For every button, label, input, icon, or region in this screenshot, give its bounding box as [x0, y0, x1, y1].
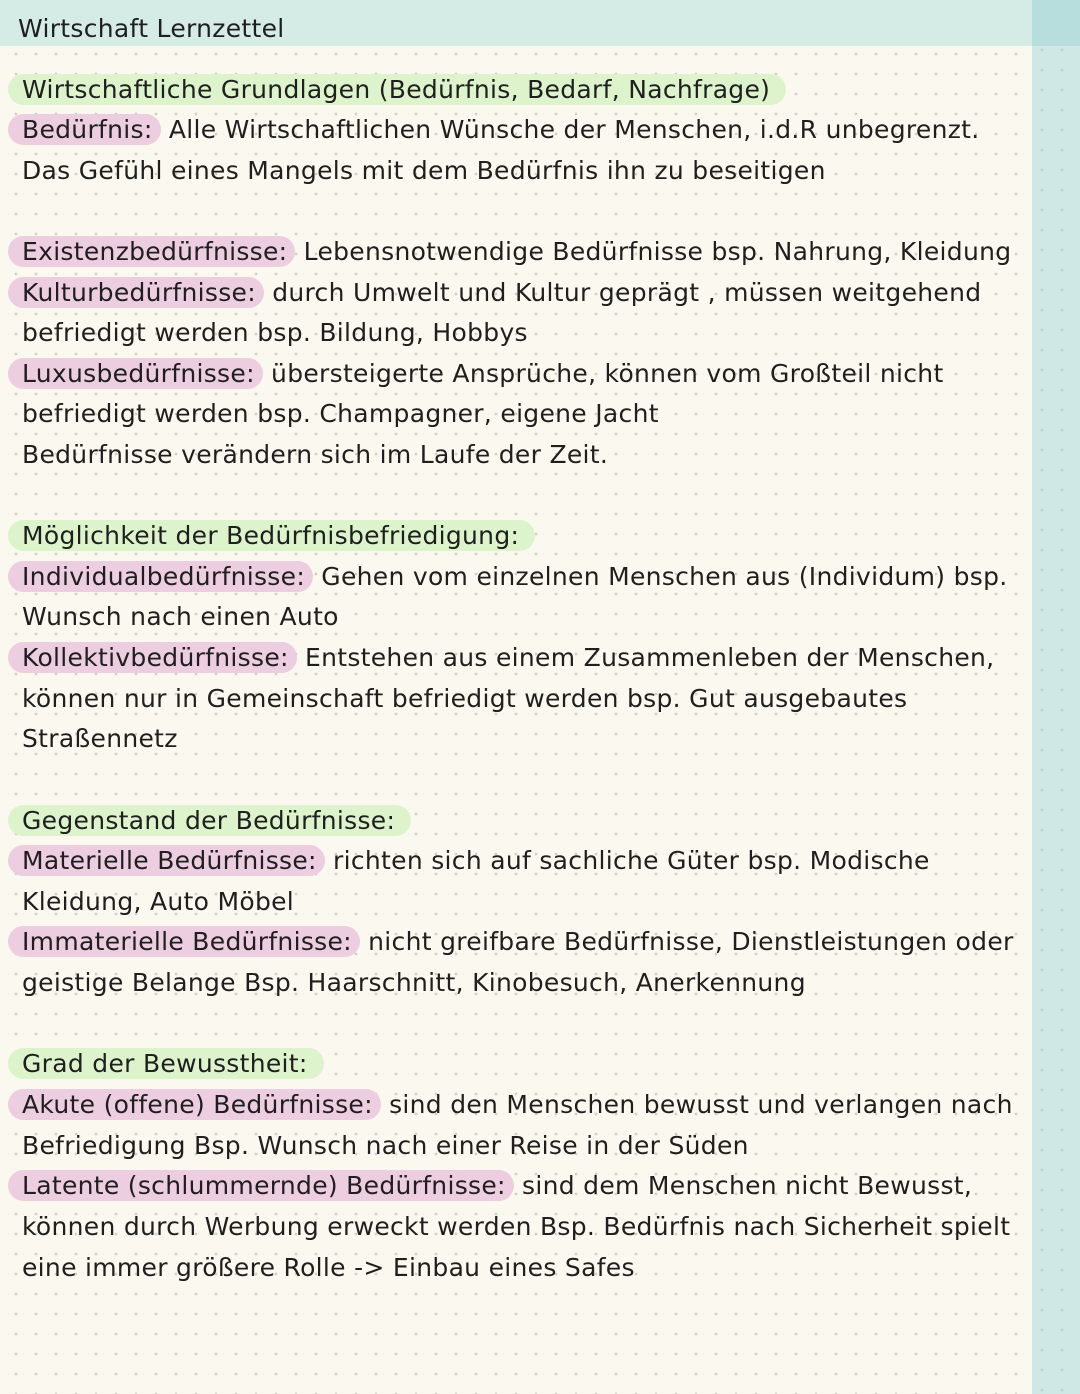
section-heading — [22, 520, 535, 552]
definition-continuation: befriedigt werden bsp. Bildung, Hobbys — [22, 318, 528, 347]
section-heading — [22, 805, 411, 837]
definition-text: übersteigerte Ansprüche, können vom Großteil nicht — [271, 359, 944, 388]
definition-line — [22, 358, 944, 390]
term-highlight: Akute (offene) Bedürfnisse: — [8, 1089, 381, 1120]
definition-continuation: können nur in Gemeinschaft befriedigt werden bsp. Gut ausgebautes — [22, 684, 908, 713]
definition-line — [22, 114, 980, 146]
heading-highlight: Wirtschaftliche Grundlagen (Bedürfnis, Bedarf, Nachfrage) — [8, 74, 786, 105]
title-bar — [0, 0, 1032, 46]
definition-line — [22, 845, 930, 877]
side-margin — [1032, 0, 1080, 1394]
definition-text: Lebensnotwendige Bedürfnisse bsp. Nahrung, Kleidung — [303, 237, 1012, 266]
definition-line — [22, 236, 1011, 268]
term-highlight: Immaterielle Bedürfnisse: — [8, 926, 360, 957]
definition-continuation: eine immer größere Rolle -> Einbau eines Safes — [22, 1253, 635, 1282]
page-title: Wirtschaft Lernzettel — [18, 14, 285, 43]
heading-highlight: Gegenstand der Bedürfnisse: — [8, 805, 411, 836]
definition-continuation: Straßennetz — [22, 724, 178, 753]
definition-text: sind dem Menschen nicht Bewusst, — [522, 1171, 973, 1200]
definition-continuation: Wunsch nach einen Auto — [22, 602, 339, 631]
heading-highlight: Möglichkeit der Bedürfnisbefriedigung: — [8, 520, 535, 551]
term-highlight: Existenzbedürfnisse: — [8, 236, 295, 267]
section-heading — [22, 74, 786, 106]
definition-continuation: befriedigt werden bsp. Champagner, eigene Jacht — [22, 399, 659, 428]
term-highlight: Kulturbedürfnisse: — [8, 277, 264, 308]
term-highlight: Bedürfnis: — [8, 114, 161, 145]
definition-line — [22, 1170, 972, 1202]
definition-continuation: Befriedigung Bsp. Wunsch nach einer Reise in der Süden — [22, 1131, 749, 1160]
definition-text: nicht greifbare Bedürfnisse, Dienstleistungen oder — [368, 927, 1014, 956]
definition-continuation: geistige Belange Bsp. Haarschnitt, Kinobesuch, Anerkennung — [22, 968, 806, 997]
definition-text: Gehen vom einzelnen Menschen aus (Individum) bsp. — [321, 562, 1008, 591]
definition-line — [22, 642, 994, 674]
heading-highlight: Grad der Bewusstheit: — [8, 1048, 324, 1079]
section-heading — [22, 1048, 324, 1080]
definition-continuation: Das Gefühl eines Mangels mit dem Bedürfnis ihn zu beseitigen — [22, 156, 826, 185]
definition-line — [22, 926, 1014, 958]
note-text: Bedürfnisse verändern sich im Laufe der Zeit. — [22, 440, 609, 469]
term-highlight: Kollektivbedürfnisse: — [8, 642, 297, 673]
definition-text: durch Umwelt und Kultur geprägt , müssen weitgehend — [272, 278, 982, 307]
side-margin-header — [1032, 0, 1080, 46]
definition-continuation: können durch Werbung erweckt werden Bsp. Bedürfnis nach Sicherheit spielt — [22, 1212, 1011, 1241]
definition-text: richten sich auf sachliche Güter bsp. Modische — [333, 846, 930, 875]
definition-text: sind den Menschen bewusst und verlangen nach — [389, 1090, 1013, 1119]
definition-text: Alle Wirtschaftlichen Wünsche der Menschen, i.d.R unbegrenzt. — [168, 115, 980, 144]
term-highlight: Luxusbedürfnisse: — [8, 358, 263, 389]
definition-continuation: Kleidung, Auto Möbel — [22, 887, 295, 916]
definition-text: Entstehen aus einem Zusammenleben der Menschen, — [304, 643, 995, 672]
term-highlight: Materielle Bedürfnisse: — [8, 845, 325, 876]
definition-line — [22, 277, 981, 309]
definition-line — [22, 1089, 1013, 1121]
definition-line — [22, 561, 1008, 593]
term-highlight: Individualbedürfnisse: — [8, 561, 313, 592]
term-highlight: Latente (schlummernde) Bedürfnisse: — [8, 1170, 514, 1201]
